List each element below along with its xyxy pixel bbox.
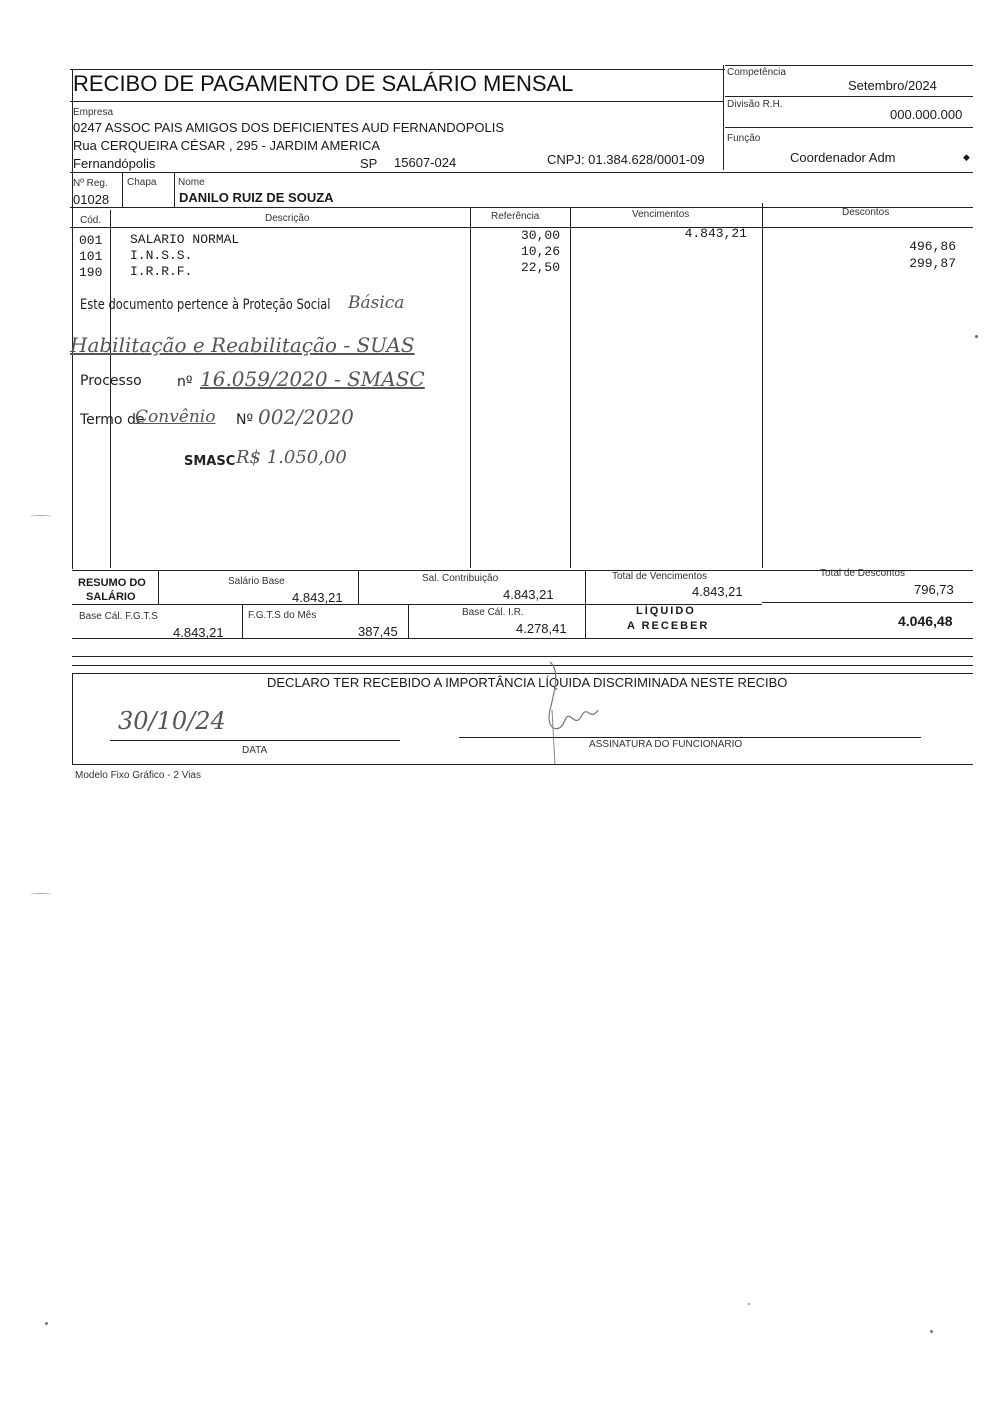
empresa-address: Rua CERQUEIRA CÉSAR , 295 - JARDIM AMERICA	[73, 138, 381, 153]
table-row-referencia: 10,26	[520, 244, 560, 259]
liquido-label: A RECEBER	[627, 620, 710, 632]
scan-speck	[30, 515, 52, 518]
chapa-label: Chapa	[127, 177, 157, 188]
fgts-mes-value: 387,45	[358, 624, 398, 639]
declaration-text: DECLARO TER RECEBIDO A IMPORTÂNCIA LÍQUIDA DISCRIMINADA NESTE RECIBO	[267, 675, 788, 690]
table-row-referencia: 22,50	[520, 260, 560, 275]
reg-value: 01028	[73, 192, 110, 207]
table-row-descricao: SALARIO NORMAL	[130, 232, 240, 247]
table-row-desconto: 496,86	[909, 239, 956, 254]
divisao-label: Divisão R.H.	[727, 99, 783, 110]
stamp-text: Este documento pertence à Proteção Social	[80, 297, 331, 313]
empresa-label: Empresa	[73, 107, 114, 118]
empresa-cep: 15607-024	[394, 155, 457, 170]
handwritten-note: 16.059/2020 - SMASC	[200, 367, 425, 391]
handwritten-note: Habilitação e Reabilitação - SUAS	[70, 333, 415, 357]
table-row-cod: 190	[79, 265, 103, 280]
termo-label: Termo de	[80, 412, 145, 428]
base-fgts-label: Base Cál. F.G.T.S	[79, 611, 158, 622]
fgts-mes-label: F.G.T.S do Mês	[248, 610, 317, 621]
reg-label: Nº Reg.	[73, 178, 108, 189]
handwritten-note: R$ 1.050,00	[236, 447, 347, 468]
col-vencimentos-header: Vencimentos	[632, 209, 690, 220]
handwritten-note: 002/2020	[258, 405, 354, 429]
signature-icon	[520, 660, 610, 770]
col-cod-header: Cód.	[80, 215, 102, 226]
assinatura-label: ASSINATURA DO FUNCIONARIO	[589, 739, 743, 750]
base-fgts-value: 4.843,21	[173, 625, 224, 640]
table-row-descricao: I.N.S.S.	[130, 248, 193, 263]
resumo-label: SALÁRIO	[86, 591, 136, 603]
employee-name: DANILO RUIZ DE SOUZA	[179, 190, 334, 205]
processo-n-label: nº	[177, 374, 193, 390]
col-descontos-header: Descontos	[842, 207, 890, 218]
sal-contrib-label: Sal. Contribuição	[422, 573, 499, 584]
salario-base-label: Salário Base	[228, 576, 285, 587]
funcao-value: Coordenador Adm	[790, 150, 896, 165]
table-row-descricao: I.R.R.F.	[130, 264, 193, 279]
col-descricao-header: Descrição	[265, 213, 310, 224]
salario-base-value: 4.843,21	[292, 590, 343, 605]
scan-speck	[975, 335, 978, 338]
scan-speck	[30, 893, 52, 896]
processo-label: Processo	[80, 373, 142, 389]
handwritten-note: Convênio	[135, 407, 216, 427]
nome-label: Nome	[178, 177, 205, 188]
liquido-label: LÍQUIDO	[636, 605, 696, 617]
table-row-cod: 001	[79, 233, 103, 248]
table-row-desconto: 299,87	[909, 256, 956, 271]
empresa-city: Fernandópolis	[73, 156, 156, 171]
date-handwritten: 30/10/24	[118, 707, 226, 735]
base-ir-label: Base Cál. I.R.	[462, 607, 524, 618]
table-row-vencimento: 4.843,21	[684, 226, 747, 241]
resumo-label: RESUMO DO	[78, 577, 146, 589]
empresa-name: 0247 ASSOC PAIS AMIGOS DOS DEFICIENTES AUD FERNANDOPOLIS	[73, 120, 505, 135]
funcao-mark-icon: ◆	[963, 152, 970, 162]
liquido-value: 4.046,48	[898, 613, 953, 629]
competencia-label: Competência	[727, 67, 786, 78]
footer-modelo: Modelo Fixo Gráfico - 2 Vias	[75, 770, 201, 779]
total-venc-value: 4.843,21	[692, 584, 743, 599]
scan-speck	[748, 1303, 750, 1305]
scan-speck	[45, 1322, 48, 1325]
divisao-value: 000.000.000	[890, 107, 963, 122]
funcao-label: Função	[727, 133, 761, 144]
total-venc-label: Total de Vencimentos	[612, 571, 708, 582]
table-row-referencia: 30,00	[520, 228, 560, 243]
smasc-label: SMASC	[184, 454, 236, 469]
total-desc-value: 796,73	[914, 582, 954, 597]
empresa-cnpj: CNPJ: 01.384.628/0001-09	[547, 152, 705, 167]
handwritten-note: Básica	[348, 293, 405, 313]
total-desc-label: Total de Descontos	[820, 568, 906, 579]
sal-contrib-value: 4.843,21	[503, 587, 554, 602]
competencia-value: Setembro/2024	[848, 78, 937, 93]
termo-n-label: Nº	[236, 412, 254, 428]
table-row-cod: 101	[79, 249, 103, 264]
empresa-state: SP	[360, 156, 378, 171]
data-label: DATA	[242, 745, 268, 756]
base-ir-value: 4.278,41	[516, 621, 567, 636]
scan-speck	[930, 1330, 933, 1333]
col-referencia-header: Referência	[491, 211, 540, 222]
receipt-title: RECIBO DE PAGAMENTO DE SALÁRIO MENSAL	[73, 71, 574, 96]
